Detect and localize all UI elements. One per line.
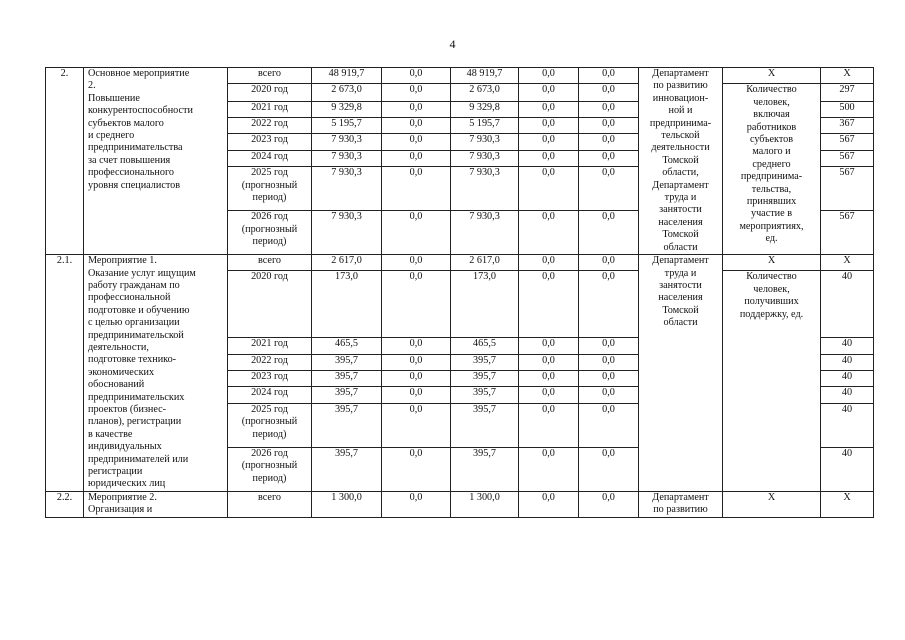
section-number: 2.1. bbox=[46, 255, 84, 492]
section-title: Мероприятие 2. Организация и bbox=[84, 491, 228, 517]
section-number: 2.2. bbox=[46, 491, 84, 517]
value-cell: 0,0 bbox=[579, 211, 639, 255]
value-cell: 0,0 bbox=[382, 403, 451, 447]
value-cell: 1 300,0 bbox=[451, 491, 519, 517]
total-cell: 7 930,3 bbox=[312, 134, 382, 150]
total-cell: 7 930,3 bbox=[312, 211, 382, 255]
indicator-value: Х bbox=[821, 68, 874, 84]
value-cell: 0,0 bbox=[579, 101, 639, 117]
indicator-value: 367 bbox=[821, 117, 874, 133]
total-cell: 5 195,7 bbox=[312, 117, 382, 133]
value-cell: 0,0 bbox=[519, 84, 579, 101]
value-cell: 0,0 bbox=[519, 447, 579, 491]
period-cell: 2024 год bbox=[228, 150, 312, 166]
value-cell: 0,0 bbox=[382, 491, 451, 517]
executor-cell: Департамент по развитию bbox=[639, 491, 723, 517]
executor-cell: Департамент по развитию инновацион- ной и предпринима- тельской деятельности Томской области, Департамент труда и занятости населения Томской области bbox=[639, 68, 723, 255]
indicator-value: 40 bbox=[821, 354, 874, 370]
value-cell: 0,0 bbox=[579, 150, 639, 166]
indicator-value: 40 bbox=[821, 371, 874, 387]
value-cell: 0,0 bbox=[382, 84, 451, 101]
value-cell: 0,0 bbox=[382, 68, 451, 84]
indicator-value: 567 bbox=[821, 150, 874, 166]
value-cell: 0,0 bbox=[519, 354, 579, 370]
value-cell: 0,0 bbox=[382, 354, 451, 370]
total-cell: 395,7 bbox=[312, 371, 382, 387]
total-cell: 9 329,8 bbox=[312, 101, 382, 117]
value-cell: 0,0 bbox=[519, 403, 579, 447]
value-cell: 0,0 bbox=[519, 68, 579, 84]
period-cell: всего bbox=[228, 255, 312, 271]
indicator-value: 567 bbox=[821, 211, 874, 255]
value-cell: 2 673,0 bbox=[451, 84, 519, 101]
value-cell: 465,5 bbox=[451, 338, 519, 354]
value-cell: 0,0 bbox=[382, 211, 451, 255]
period-cell: всего bbox=[228, 68, 312, 84]
value-cell: 0,0 bbox=[579, 134, 639, 150]
value-cell: 0,0 bbox=[579, 167, 639, 211]
value-cell: 0,0 bbox=[519, 150, 579, 166]
value-cell: 0,0 bbox=[579, 338, 639, 354]
total-cell: 395,7 bbox=[312, 403, 382, 447]
value-cell: 0,0 bbox=[382, 101, 451, 117]
value-cell: 0,0 bbox=[519, 491, 579, 517]
value-cell: 0,0 bbox=[579, 354, 639, 370]
value-cell: 7 930,3 bbox=[451, 211, 519, 255]
total-cell: 7 930,3 bbox=[312, 150, 382, 166]
section-title: Мероприятие 1. Оказание услуг ищущим работу гражданам по профессиональной подготовке и обучению с целью организации предпринимательской деятельности, подготовке технико- экономических обоснований предпринимательских проектов (бизнес- планов), регистрации в качестве индивидуальных предпринимателей или регистрации юридических лиц bbox=[84, 255, 228, 492]
period-cell: 2026 год (прогнозный период) bbox=[228, 211, 312, 255]
value-cell: 0,0 bbox=[519, 387, 579, 403]
value-cell: 0,0 bbox=[579, 491, 639, 517]
value-cell: 0,0 bbox=[579, 403, 639, 447]
value-cell: 395,7 bbox=[451, 354, 519, 370]
indicator-value: 40 bbox=[821, 403, 874, 447]
value-cell: 0,0 bbox=[579, 117, 639, 133]
value-cell: 0,0 bbox=[519, 167, 579, 211]
total-cell: 2 617,0 bbox=[312, 255, 382, 271]
indicator-value: 297 bbox=[821, 84, 874, 101]
period-cell: 2020 год bbox=[228, 84, 312, 101]
indicator-value: 567 bbox=[821, 134, 874, 150]
indicator-value: 40 bbox=[821, 387, 874, 403]
value-cell: 0,0 bbox=[519, 211, 579, 255]
value-cell: 0,0 bbox=[382, 338, 451, 354]
value-cell: 0,0 bbox=[382, 117, 451, 133]
total-cell: 465,5 bbox=[312, 338, 382, 354]
indicator-value: 40 bbox=[821, 338, 874, 354]
value-cell: 48 919,7 bbox=[451, 68, 519, 84]
period-cell: 2023 год bbox=[228, 134, 312, 150]
value-cell: 0,0 bbox=[519, 255, 579, 271]
value-cell: 0,0 bbox=[519, 101, 579, 117]
value-cell: 2 617,0 bbox=[451, 255, 519, 271]
period-cell: 2021 год bbox=[228, 338, 312, 354]
period-cell: 2021 год bbox=[228, 101, 312, 117]
value-cell: 7 930,3 bbox=[451, 167, 519, 211]
total-cell: 1 300,0 bbox=[312, 491, 382, 517]
indicator-value: Х bbox=[821, 491, 874, 517]
section-title: Основное мероприятие 2. Повышение конкурентоспособности субъектов малого и среднего предпринимательства за счет повышения профессионального уровня специалистов bbox=[84, 68, 228, 255]
indicator-header: Х bbox=[723, 491, 821, 517]
value-cell: 0,0 bbox=[519, 371, 579, 387]
value-cell: 0,0 bbox=[382, 255, 451, 271]
table-row bbox=[46, 255, 874, 271]
value-cell: 395,7 bbox=[451, 403, 519, 447]
value-cell: 0,0 bbox=[579, 84, 639, 101]
value-cell: 7 930,3 bbox=[451, 134, 519, 150]
section-number: 2. bbox=[46, 68, 84, 255]
indicator-value: 500 bbox=[821, 101, 874, 117]
total-cell: 7 930,3 bbox=[312, 167, 382, 211]
value-cell: 0,0 bbox=[519, 134, 579, 150]
period-cell: 2020 год bbox=[228, 271, 312, 338]
value-cell: 0,0 bbox=[519, 117, 579, 133]
total-cell: 48 919,7 bbox=[312, 68, 382, 84]
total-cell: 173,0 bbox=[312, 271, 382, 338]
value-cell: 395,7 bbox=[451, 387, 519, 403]
page-number: 4 bbox=[449, 37, 456, 51]
value-cell: 0,0 bbox=[382, 150, 451, 166]
period-cell: 2023 год bbox=[228, 371, 312, 387]
table-row bbox=[46, 491, 874, 517]
period-cell: 2025 год (прогнозный период) bbox=[228, 167, 312, 211]
value-cell: 0,0 bbox=[519, 338, 579, 354]
total-cell: 395,7 bbox=[312, 387, 382, 403]
value-cell: 0,0 bbox=[579, 447, 639, 491]
value-cell: 0,0 bbox=[382, 271, 451, 338]
value-cell: 0,0 bbox=[579, 271, 639, 338]
value-cell: 0,0 bbox=[382, 134, 451, 150]
value-cell: 173,0 bbox=[451, 271, 519, 338]
indicator-header: Х bbox=[723, 68, 821, 84]
indicator-value: Х bbox=[821, 255, 874, 271]
program-table bbox=[45, 67, 874, 518]
indicator-text: Количество человек, получивших поддержку, ед. bbox=[723, 271, 821, 491]
value-cell: 0,0 bbox=[519, 271, 579, 338]
indicator-value: 40 bbox=[821, 271, 874, 338]
value-cell: 5 195,7 bbox=[451, 117, 519, 133]
period-cell: 2026 год (прогнозный период) bbox=[228, 447, 312, 491]
indicator-header: Х bbox=[723, 255, 821, 271]
indicator-value: 567 bbox=[821, 167, 874, 211]
value-cell: 7 930,3 bbox=[451, 150, 519, 166]
value-cell: 0,0 bbox=[382, 447, 451, 491]
period-cell: 2025 год (прогнозный период) bbox=[228, 403, 312, 447]
period-cell: 2022 год bbox=[228, 117, 312, 133]
total-cell: 395,7 bbox=[312, 447, 382, 491]
value-cell: 395,7 bbox=[451, 371, 519, 387]
value-cell: 0,0 bbox=[579, 68, 639, 84]
period-cell: 2022 год bbox=[228, 354, 312, 370]
value-cell: 0,0 bbox=[579, 371, 639, 387]
value-cell: 0,0 bbox=[579, 387, 639, 403]
value-cell: 9 329,8 bbox=[451, 101, 519, 117]
value-cell: 0,0 bbox=[579, 255, 639, 271]
indicator-text: Количество человек, включая работников субъектов малого и среднего предпринима- тельства, принявших участие в мероприятиях, ед. bbox=[723, 84, 821, 255]
value-cell: 0,0 bbox=[382, 167, 451, 211]
total-cell: 395,7 bbox=[312, 354, 382, 370]
value-cell: 395,7 bbox=[451, 447, 519, 491]
period-cell: 2024 год bbox=[228, 387, 312, 403]
indicator-value: 40 bbox=[821, 447, 874, 491]
value-cell: 0,0 bbox=[382, 371, 451, 387]
total-cell: 2 673,0 bbox=[312, 84, 382, 101]
value-cell: 0,0 bbox=[382, 387, 451, 403]
period-cell: всего bbox=[228, 491, 312, 517]
table-row bbox=[46, 68, 874, 84]
executor-cell: Департамент труда и занятости населения Томской области bbox=[639, 255, 723, 492]
